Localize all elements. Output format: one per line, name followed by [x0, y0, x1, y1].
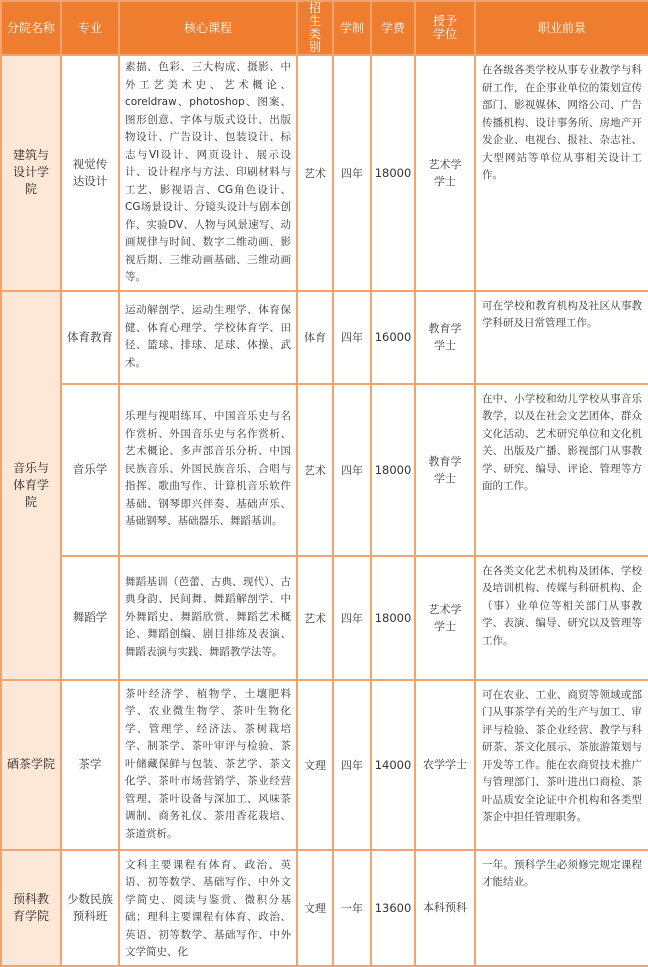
courses-cell: 茶叶经济学、植物学、土壤肥料学、农业微生物学、茶叶生物化学、管理学、经济法、茶树栽培学、制茶学、茶叶审评与检验、茶叶储藏保鲜与包装、茶艺学、茶文化学、茶叶市场营销学、茶业经营管理、茶叶设备与深加工、风味茶调制、商务礼仪、茶用香花栽培、茶道赏析。: [119, 680, 297, 850]
table-row: [1, 556, 648, 680]
department-cell: 硒茶学院: [1, 680, 61, 850]
major-cell: 少数民族预科班: [61, 850, 119, 966]
duration-cell: 一年: [333, 850, 371, 966]
header-duration: 学制: [333, 1, 371, 55]
courses-cell: 乐理与视唱练耳、中国音乐史与名作赏析、外国音乐史与名作赏析、艺术概论、多声部音乐分析、中国民族音乐、外国民族音乐、合唱与指挥、歌曲写作、计算机音乐软件基础、钢琴即兴伴奏、基础声乐、基础钢琴、基础器乐、舞蹈基训。: [119, 384, 297, 556]
major-cell: 视觉传达设计: [61, 55, 119, 291]
duration-cell: 四年: [333, 55, 371, 291]
courses-cell: 文科主要课程有体育、政治、英语、初等数学、基础写作、中外文学简史、阅读与鉴赏、微积分基础；理科主要课程有体育、政治、英语、初等数学、基础写作、中外文学简史、化: [119, 850, 297, 966]
degree-cell: 教育学学士: [415, 384, 475, 556]
courses-cell: 舞蹈基训（芭蕾、古典、现代）、古典身韵、民间舞、舞蹈解剖学、中外舞蹈史、舞蹈欣赏、舞蹈艺术概论、舞蹈创编、剧目排练及表演、舞蹈表演与实践、舞蹈教学法等。: [119, 556, 297, 680]
table-row: [1, 384, 648, 556]
table-row: [1, 291, 648, 384]
degree-cell: 农学学士: [415, 680, 475, 850]
department-cell: 音乐与体育学院: [1, 291, 61, 680]
major-cell: 音乐学: [61, 384, 119, 556]
degree-cell: 教育学学士: [415, 291, 475, 384]
table-row: [1, 680, 648, 850]
career-cell: 可在农业、工业、商贸等领域或部门从事茶学有关的生产与加工、审评与检验、茶企业经营、教学与科研茶、茶文化展示、茶旅游策划与开发等工作。能在农商贸技术推广与管理部门、茶叶进出口商检、茶叶品质安全论证中介机构和各类型茶企中担任管理职务。: [475, 680, 648, 850]
header-major: 专业: [61, 1, 119, 55]
major-cell: 体育教育: [61, 291, 119, 384]
major-cell: 茶学: [61, 680, 119, 850]
duration-cell: 四年: [333, 384, 371, 556]
header-courses: 核心课程: [119, 1, 297, 55]
courses-cell: 素描、色彩、三大构成、摄影、中外工艺美术史、艺术概论、coreldraw、photoshop、图案、图形创意、字体与版式设计、出版物设计、广告设计、包装设计、标志与VI设计、网页设计、展示设计、设计程序与方法、印刷材料与工艺、影视语言、CG角色设计、CG场景设计、分镜头设计与剧本创作、实验DV、人物与风景速写、动画规律与时间、数字二维动画、影视后期、三维动画基础、三维动画等。: [119, 55, 297, 291]
degree-cell: 艺术学学士: [415, 55, 475, 291]
duration-cell: 四年: [333, 291, 371, 384]
fee-cell: 18000: [371, 55, 415, 291]
header-category: 招生类别: [297, 1, 333, 55]
career-cell: 在各级各类学校从事专业教学与科研工作，在企事业单位的策划宣传部门、影视媒体、网络公司、广告传播机构、设计事务所、房地产开发企业、电视台、报社、杂志社、大型网站等单位从事相关设计工作。: [475, 55, 648, 291]
fee-cell: 18000: [371, 556, 415, 680]
career-cell: 一年。预科学生必须修完规定课程才能结业。: [475, 850, 648, 966]
header-degree: 授予学位: [415, 1, 475, 55]
header-department: 分院名称: [1, 1, 61, 55]
category-cell: 艺术: [297, 556, 333, 680]
header-career: 职业前景: [475, 1, 648, 55]
category-cell: 文理: [297, 680, 333, 850]
major-cell: 舞蹈学: [61, 556, 119, 680]
degree-cell: 艺术学学士: [415, 556, 475, 680]
duration-cell: 四年: [333, 680, 371, 850]
department-cell: 预科教育学院: [1, 850, 61, 966]
career-cell: 在各类文化艺术机构及团体、学校及培训机构、传媒与科研机构、企（事）业单位等相关部门从事教学、表演、编导、研究以及管理等工作。: [475, 556, 648, 680]
category-cell: 艺术: [297, 55, 333, 291]
degree-cell: 本科预科: [415, 850, 475, 966]
category-cell: 体育: [297, 291, 333, 384]
courses-cell: 运动解剖学、运动生理学、体育保健、体育心理学、学校体育学、田径、篮球、排球、足球、体操、武术。: [119, 291, 297, 384]
header-fee: 学费: [371, 1, 415, 55]
category-cell: 文理: [297, 850, 333, 966]
table-row: [1, 850, 648, 966]
department-cell: 建筑与设计学院: [1, 55, 61, 291]
fee-cell: 18000: [371, 384, 415, 556]
fee-cell: 13600: [371, 850, 415, 966]
fee-cell: 16000: [371, 291, 415, 384]
duration-cell: 四年: [333, 556, 371, 680]
table-row: [1, 55, 648, 291]
category-cell: 艺术: [297, 384, 333, 556]
career-cell: 在中、小学校和幼儿学校从事音乐教学，以及在社会文艺团体、群众文化活动、艺术研究单位和文化机关、出版及广播、影视部门从事教学、研究、编导、评论、管理等方面的工作。: [475, 384, 648, 556]
fee-cell: 14000: [371, 680, 415, 850]
career-cell: 可在学校和教育机构及社区从事教学科研及日常管理工作。: [475, 291, 648, 384]
header-row: [1, 1, 648, 55]
